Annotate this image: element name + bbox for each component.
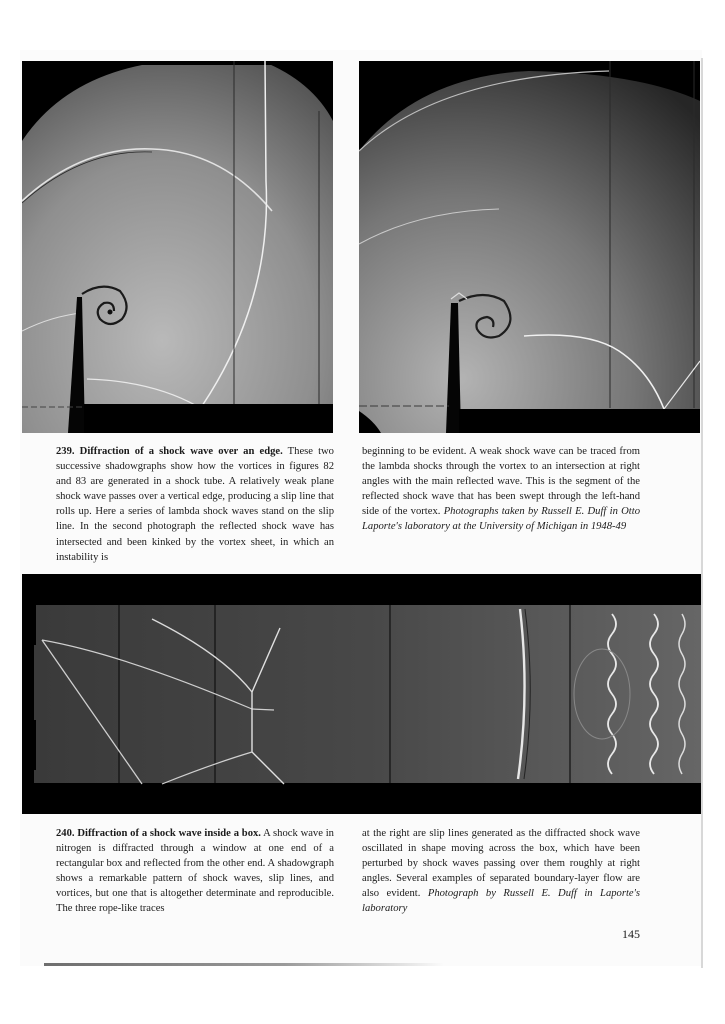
page-number: 145 [622,927,640,941]
figure-240-caption-col2 [362,826,640,917]
figure-239-caption-col2 [362,444,640,535]
caption-text: These two successive shadowgraphs show how the vortices in figures 82 and 83 are generated in a shock tube. A relatively weak plane shock wave passes over a vertical edge, producing a slip line that rolls up. Here a series of lambda shock waves stand on the slip line. In the second photograph the reflected shock wave has intersected and been kinked by the vortex sheet, in which an instability is [56,446,334,563]
figure-number: 239. [56,446,75,457]
figure-title: Diffraction of a shock wave over an edge. [79,446,283,457]
figure-title: Diffraction of a shock wave inside a box. [77,828,261,839]
caption-text: A shock wave in nitrogen is diffracted through a window at one end of a rectangular box and reflected from the other end. A shadowgraph shows a remarkable pattern of shock waves, slip lines, and vortices, but one that is altogether determinate and reproducible. The three rope-like traces [56,828,334,915]
shadowgraph-image [22,61,333,433]
figure-239-photo-1 [22,61,333,433]
caption-text: beginning to be evident. A weak shock wave can be traced from the lambda shocks through the vortex to an intersection at right angles with the main reflected wave. This is the segment of the reflected shock wave that has been swept through the left-hand side of the vortex. [362,446,640,518]
figure-239-photo-2 [359,61,700,433]
shadowgraph-image [22,574,701,814]
shadowgraph-image [359,61,700,433]
page-edge-bottom [44,963,444,966]
figure-240-photo [22,574,701,814]
figure-number: 240. [56,828,75,839]
figure-239-caption-col1 [56,444,334,565]
caption-text: at the right are slip lines generated as the diffracted shock wave oscillated in shape moving across the box, which have been perturbed by shock waves passing over them roughly at right angles. Several examples of separated boundary-layer flow are also evident. [362,828,640,900]
figure-240-caption-col1 [56,826,334,917]
page-edge-right [701,58,703,968]
photo-credit: Photographs taken by Russell E. Duff in Otto Laporte's laboratory at the University of Michigan in 1948-49 [362,506,640,533]
photo-credit: Photograph by Russell E. Duff in Laporte's laboratory [362,888,640,915]
